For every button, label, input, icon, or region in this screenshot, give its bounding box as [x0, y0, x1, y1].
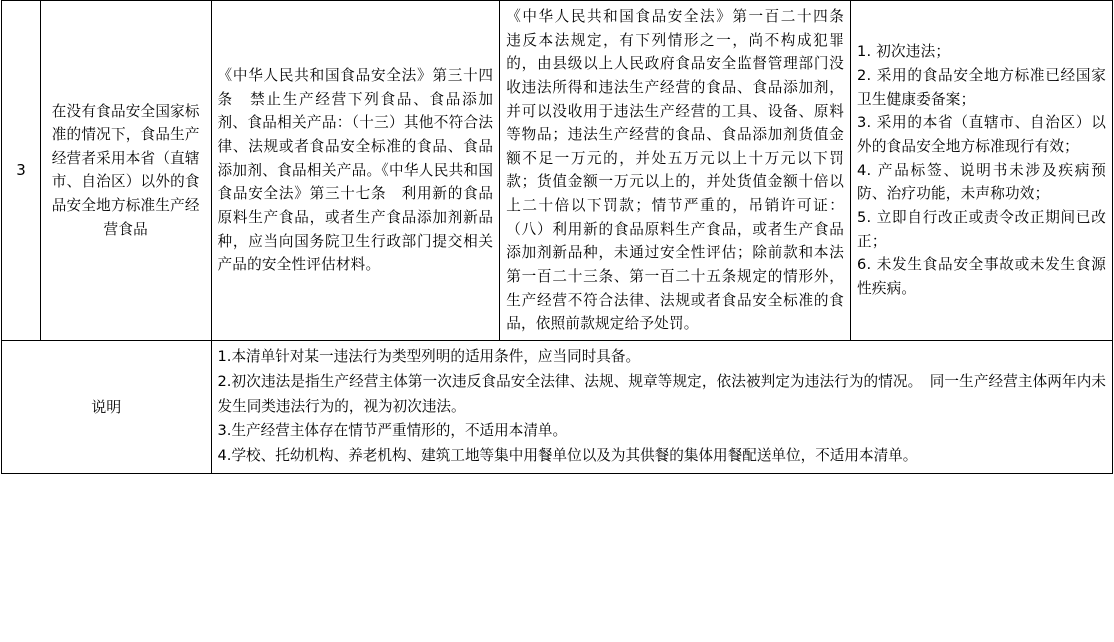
note-line: 4.学校、托幼机构、养老机构、建筑工地等集中用餐单位以及为其供餐的集体用餐配送单位，不适用本清单。: [217, 447, 918, 465]
condition-item: 5. 立即自行改正或责令改正期间已改正；: [857, 208, 1106, 250]
condition-item: 1. 初次违法；: [857, 43, 951, 61]
conditions-list: [857, 40, 1106, 300]
note-label-cell: [2, 340, 212, 473]
condition-item: 3. 采用的本省（直辖市、自治区）以外的食品安全地方标准现行有效；: [857, 114, 1106, 156]
behavior-cell: [40, 1, 211, 341]
note-label: 说明: [91, 398, 122, 417]
legal-basis-text: 《中华人民共和国食品安全法》第三十四条 禁止生产经营下列食品、食品添加剂、食品相关产品：（十三）其他不符合法律、法规或者食品安全标准的食品、食品添加剂、食品相关产品。《中华人民共和国食品安全法》第三十七条 利用新的食品原料生产食品，或者生产食品添加剂新品种，应当向国务院卫生行政部门提交相关产品的安全性评估材料。: [217, 67, 494, 274]
note-line: 3.生产经营主体存在情节严重情形的，不适用本清单。: [217, 422, 568, 440]
penalty-basis-text: 《中华人民共和国食品安全法》第一百二十四条 违反本法规定，有下列情形之一，尚不构成犯罪的，由县级以上人民政府食品安全监督管理部门没收违法所得和违法生产经营的食品、食品添加剂，并可以没收用于违法生产经营的工具、设备、原料等物品；违法生产经营的食品、食品添加剂货值金额不足一万元的，并处五万元以上十万元以下罚款；货值金额一万元以上的，并处货值金额十倍以上二十倍以下罚款；情节严重的，吊销许可证：（八）利用新的食品原料生产食品，或者生产食品添加剂新品种，未通过安全性评估；除前款和本法第一百二十三条、第一百二十五条规定的情形外，生产经营不符合法律、法规或者食品安全标准的食品，依照前款规定给予处罚。: [506, 8, 874, 333]
condition-item: 4. 产品标签、说明书未涉及疾病预防、治疗功能，未声称功效；: [857, 161, 1106, 203]
penalty-basis-cell: [500, 1, 874, 341]
table-row: [2, 1, 1113, 341]
conditions-cell: [851, 1, 1113, 341]
note-line: 1.本清单针对某一违法行为类型列明的适用条件，应当同时具备。: [217, 347, 641, 365]
legal-basis-cell: [211, 1, 500, 341]
condition-item: 6. 未发生食品安全事故或未发生食源性疾病。: [857, 256, 1106, 297]
note-body: [218, 345, 1106, 469]
row-index: 3: [16, 161, 26, 180]
behavior-text: 在没有食品安全国家标准的情况下，食品生产经营者采用本省（直辖市、自治区）以外的食品安全地方标准生产经营食品: [51, 102, 200, 238]
note-row: [2, 340, 1113, 473]
condition-item: 2. 采用的食品安全地方标准已经国家卫生健康委备案；: [857, 67, 1106, 108]
note-body-cell: [211, 340, 1112, 473]
row-index-cell: [2, 1, 41, 341]
note-line: 2.初次违法是指生产经营主体第一次违反食品安全法律、法规、规章等规定，依法被判定为违法行为的情况。 同一生产经营主体两年内未发生同类违法行为的，视为初次违法。: [217, 372, 1106, 415]
penalty-table: [1, 0, 1113, 474]
